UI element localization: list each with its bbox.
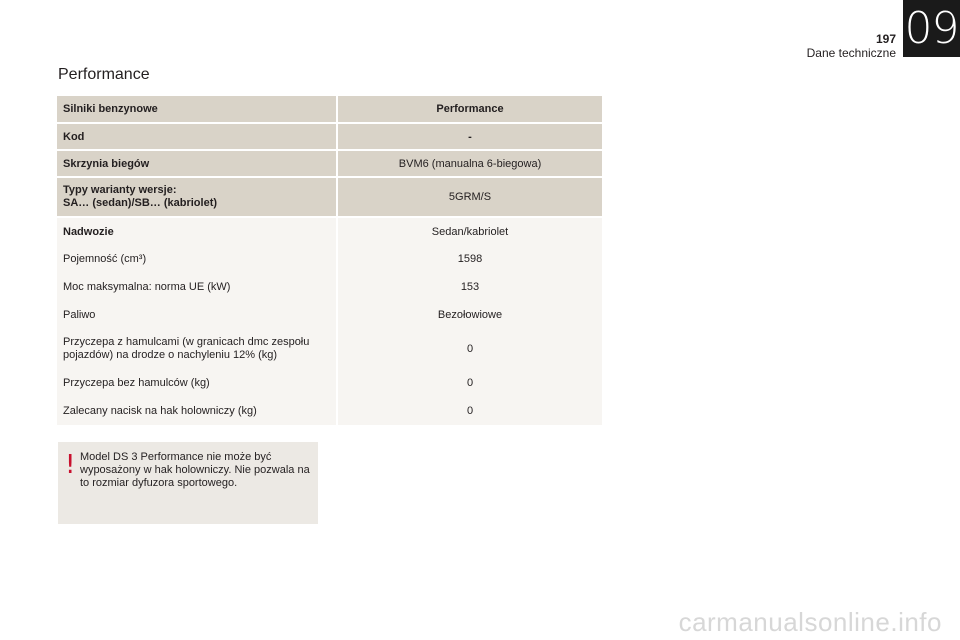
table-row — [57, 273, 602, 301]
table-row — [57, 217, 602, 245]
row-label: Skrzynia biegów — [57, 150, 337, 177]
row-label: Paliwo — [57, 301, 337, 329]
row-label: Zalecany nacisk na hak holowniczy (kg) — [57, 397, 337, 425]
table-row — [57, 301, 602, 329]
exclamation-icon: ! — [65, 450, 76, 480]
chapter-tab: 09 — [903, 0, 960, 57]
row-value: Performance — [337, 96, 602, 123]
row-label: Przyczepa bez hamulców (kg) — [57, 369, 337, 397]
row-label: Moc maksymalna: norma UE (kW) — [57, 273, 337, 301]
table-row — [57, 245, 602, 273]
row-value: 0 — [337, 397, 602, 425]
row-value: Sedan/kabriolet — [337, 217, 602, 245]
warning-box — [58, 442, 318, 524]
row-value: 153 — [337, 273, 602, 301]
row-value: Bezołowiowe — [337, 301, 602, 329]
row-label: Nadwozie — [57, 217, 337, 245]
row-value: 1598 — [337, 245, 602, 273]
row-value: 0 — [337, 329, 602, 369]
row-value: 5GRM/S — [337, 177, 602, 217]
row-label: Kod — [57, 123, 337, 150]
section-title: Performance — [58, 66, 150, 83]
row-value: - — [337, 123, 602, 150]
table-row — [57, 397, 602, 425]
page-number: 197 — [875, 32, 896, 46]
table-row — [57, 329, 602, 369]
warning-text: Model DS 3 Performance nie może być wyposażony w hak holowniczy. Nie pozwala na to rozmiar dyfuzora sportowego. — [80, 451, 310, 489]
chapter-title: Dane techniczne — [806, 46, 896, 60]
row-label: Przyczepa z hamulcami (w granicach dmc zespołu pojazdów) na drodze o nachyleniu 12% (kg) — [57, 329, 337, 369]
table-row — [57, 96, 602, 123]
row-label: Typy warianty wersje: SA… (sedan)/SB… (kabriolet) — [57, 177, 337, 217]
table-row — [57, 177, 602, 217]
row-label: Pojemność (cm³) — [57, 245, 337, 273]
table-row — [57, 150, 602, 177]
spec-table — [57, 96, 602, 425]
watermark: carmanualsonline.info — [678, 607, 942, 637]
row-value: 0 — [337, 369, 602, 397]
row-label: Silniki benzynowe — [57, 96, 337, 123]
table-row — [57, 123, 602, 150]
row-value: BVM6 (manualna 6-biegowa) — [337, 150, 602, 177]
table-row — [57, 369, 602, 397]
